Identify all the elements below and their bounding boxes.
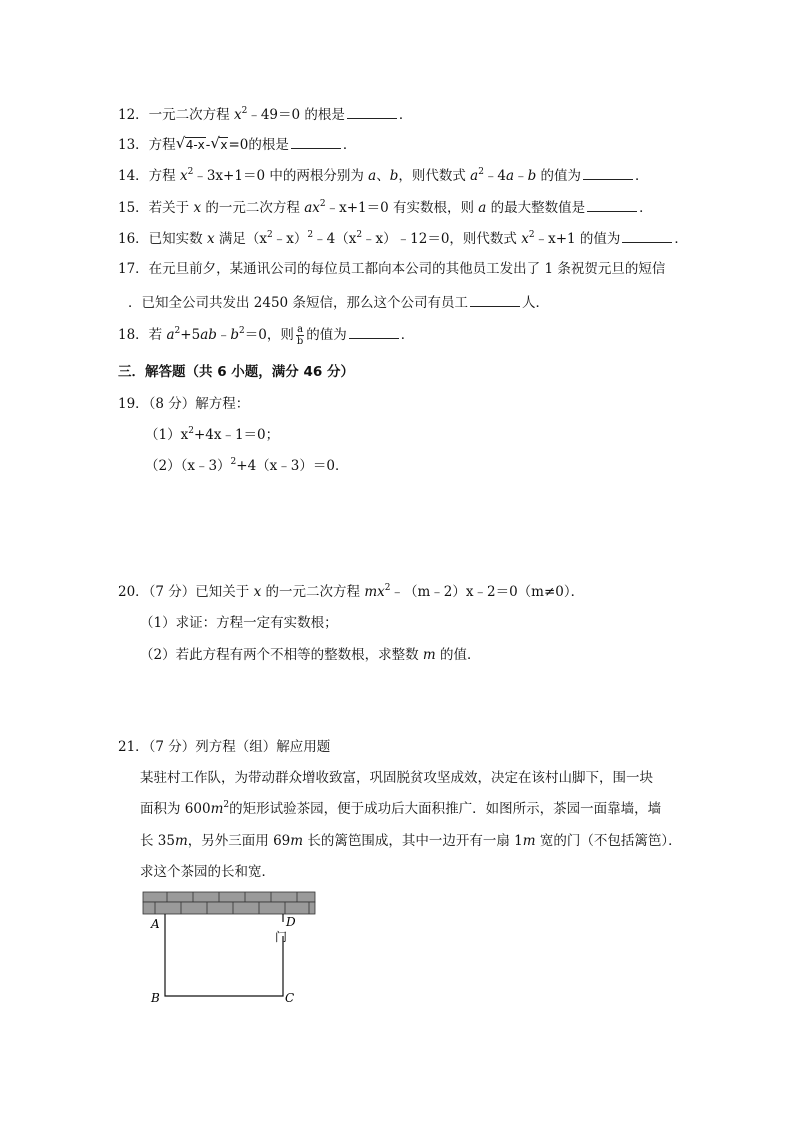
q12-end: ． xyxy=(398,107,413,123)
q21-l2-exp: 2 xyxy=(223,800,230,810)
q21-l3-m2: m xyxy=(290,833,304,849)
q19-p1-post: +4x﹣1＝0； xyxy=(193,427,280,443)
q15-a: a xyxy=(478,200,487,216)
q14-mid4: ﹣ xyxy=(514,168,528,184)
question-12 xyxy=(118,104,412,125)
answer-blank[interactable] xyxy=(622,228,672,243)
q20-exp: 2 xyxy=(384,583,391,593)
q16-post: ﹣x+1 的值为 xyxy=(534,231,621,247)
q20-mid1: 的一元二次方程 xyxy=(261,584,365,600)
question-21-line-1: 某驻村工作队，为带动群众增收致富，巩固脱贫攻坚成效，决定在该村山脚下，围一块 xyxy=(140,770,653,786)
q15-x: x xyxy=(193,200,202,216)
q14-text: 14．方程 xyxy=(118,168,180,184)
q21-l2-m: m xyxy=(210,801,224,817)
q20-p2-post: 的值． xyxy=(435,647,481,663)
q19-p2-post: +4（x﹣3）＝0． xyxy=(236,458,349,474)
point-label-c: C xyxy=(285,991,295,1005)
q14-exp: 2 xyxy=(187,167,194,177)
section-heading: 三．解答题（共 6 小题，满分 46 分） xyxy=(118,364,354,380)
question-15 xyxy=(118,197,653,218)
question-17-line-2 xyxy=(128,292,549,313)
q14-a3: a xyxy=(506,168,515,184)
q14-mid2: ，则代数式 xyxy=(398,168,471,184)
frac-num: a xyxy=(297,324,304,335)
question-13 xyxy=(118,134,356,155)
answer-blank[interactable] xyxy=(587,197,637,212)
q21-l3-pre: 长 35 xyxy=(140,833,175,849)
question-21-line-3 xyxy=(140,831,682,851)
q19-p1-exp: 2 xyxy=(188,426,194,436)
q15-ax: ax xyxy=(304,200,320,216)
q18-end: ． xyxy=(400,327,415,343)
answer-blank[interactable] xyxy=(347,104,397,119)
q18-mid3: ＝0，则 xyxy=(244,327,294,343)
q19-p1-pre: （1）x xyxy=(145,427,189,443)
q14-end: ． xyxy=(635,168,649,184)
question-19-part-2 xyxy=(145,456,348,476)
q15-mid1: 的一元二次方程 xyxy=(201,200,305,216)
point-label-b: B xyxy=(151,991,160,1005)
q18-exp2: 2 xyxy=(239,326,245,336)
q12-exp: 2 xyxy=(241,106,248,116)
fence-outline xyxy=(165,914,283,996)
q17-line2-text: ．已知全公司共发出 2450 条短信，那么这个公司有员工 xyxy=(128,295,468,311)
q12-text: 12．一元二次方程 xyxy=(118,107,234,123)
q16-text: 16．已知实数 xyxy=(118,231,207,247)
q20-pre: 20．（7 分）已知关于 xyxy=(118,584,254,600)
point-label-a: A xyxy=(151,917,160,931)
q20-x: x xyxy=(253,584,262,600)
q18-a: a xyxy=(166,327,175,343)
question-21-line-4: 求这个茶园的长和宽． xyxy=(140,864,275,880)
q21-l3-post: 宽的门（不包括篱笆）． xyxy=(535,833,682,849)
q21-l3-mid: ，另外三面用 69 xyxy=(187,833,291,849)
question-17-line-1: 17．在元旦前夕，某通讯公司的每位员工都向本公司的其他员工发出了 1 条祝贺元旦的短信 xyxy=(118,261,666,277)
q12-text-post: ﹣49＝0 的根是 xyxy=(247,107,345,123)
q21-l2-post: 的矩形试验茶园，便于成功后大面积推广．如图所示，茶园一面靠墙，墙 xyxy=(229,801,662,817)
q18-b: b xyxy=(230,327,240,343)
q16-x2: x xyxy=(521,231,529,247)
q16-mid2: ﹣x） xyxy=(272,231,308,247)
q15-text: 15．若关于 xyxy=(118,200,194,216)
q14-exp2: 2 xyxy=(478,167,484,177)
q17-end: 人． xyxy=(521,295,549,311)
q21-l3-m3: m xyxy=(522,833,536,849)
answer-blank[interactable] xyxy=(349,324,399,339)
question-21-line-2 xyxy=(140,799,661,819)
q14-mid1: ﹣3x+1＝0 中的两根分别为 xyxy=(193,168,369,184)
q16-exp4: 2 xyxy=(528,230,535,240)
q21-l3-mid2: 长的篱笆围成，其中一边开有一扇 1 xyxy=(303,833,523,849)
q14-post: 的值为 xyxy=(536,168,582,184)
q20-mx: mx xyxy=(364,584,385,600)
question-16 xyxy=(118,228,688,249)
q13-text: 13．方程 xyxy=(118,137,176,153)
q19-p2-exp: 2 xyxy=(230,457,237,467)
q14-a: a xyxy=(368,168,377,184)
q20-post: ﹣（m﹣2）x﹣2＝0（m≠0）． xyxy=(390,584,585,600)
q14-b2: b xyxy=(527,168,537,184)
brick-wall xyxy=(143,892,315,914)
q15-mid2: ﹣x+1＝0 有实数根，则 xyxy=(325,200,479,216)
q20-p2-m: m xyxy=(422,647,436,663)
sqrt-1-arg: 4-x xyxy=(185,138,205,152)
q18-mid2: ﹣ xyxy=(216,327,231,343)
door-label: 门 xyxy=(275,930,288,944)
q14-b: b xyxy=(389,168,399,184)
q15-exp: 2 xyxy=(319,199,326,209)
q16-exp2: 2 xyxy=(307,230,314,240)
q16-x: x xyxy=(206,231,215,247)
q16-exp1: 2 xyxy=(267,230,273,240)
question-20-part-2 xyxy=(140,645,481,665)
q14-var: x xyxy=(179,168,188,184)
sqrt-2-arg: x xyxy=(220,138,228,152)
sqrt-2: √ x xyxy=(210,134,228,152)
answer-blank[interactable] xyxy=(291,134,341,149)
q16-exp3: 2 xyxy=(356,230,363,240)
point-label-d: D xyxy=(286,915,296,929)
q20-p2-pre: （2）若此方程有两个不相等的整数根，求整数 xyxy=(140,647,423,663)
q15-post: 的最大整数值是 xyxy=(486,200,586,216)
q13-text-post: =0的根是 xyxy=(228,137,289,153)
q16-mid3: ﹣4（x xyxy=(313,231,357,247)
q18-ab: ab xyxy=(200,327,217,343)
frac-den: b xyxy=(296,336,304,347)
fraction-a-over-b xyxy=(296,324,304,347)
q18-exp1: 2 xyxy=(174,326,181,336)
q14-mid3: ﹣4 xyxy=(483,168,507,184)
question-21-head: 21．（7 分）列方程（组）解应用题 xyxy=(118,739,331,755)
tea-garden-figure xyxy=(135,888,325,1013)
answer-blank[interactable] xyxy=(583,165,633,180)
answer-blank[interactable] xyxy=(470,292,520,307)
q19-p2-pre: （2）（x﹣3） xyxy=(145,458,231,474)
q13-minus: - xyxy=(205,137,211,153)
question-20 xyxy=(118,582,584,602)
q16-mid1: 满足（x xyxy=(214,231,268,247)
question-18 xyxy=(118,322,414,348)
q21-l2-pre: 面积为 600 xyxy=(140,801,211,817)
sqrt-1: √ 4-x xyxy=(175,134,205,152)
q14-sep: 、 xyxy=(376,168,390,184)
q14-a2: a xyxy=(470,168,479,184)
q18-mid1: +5 xyxy=(180,327,201,343)
question-14 xyxy=(118,165,649,186)
q18-post: 的值为 xyxy=(306,327,347,343)
question-19-head: 19．（8 分）解方程： xyxy=(118,396,250,412)
question-20-part-1: （1）求证：方程一定有实数根； xyxy=(140,615,338,631)
q16-end: ． xyxy=(674,231,688,247)
q13-end: ． xyxy=(342,137,357,153)
q21-l3-m1: m xyxy=(174,833,188,849)
q16-mid4: ﹣x）﹣12＝0，则代数式 xyxy=(362,231,522,247)
q15-end: ． xyxy=(639,200,653,216)
question-19-part-1 xyxy=(145,425,279,445)
q18-text: 18．若 xyxy=(118,327,167,343)
q12-var: x xyxy=(233,107,242,123)
